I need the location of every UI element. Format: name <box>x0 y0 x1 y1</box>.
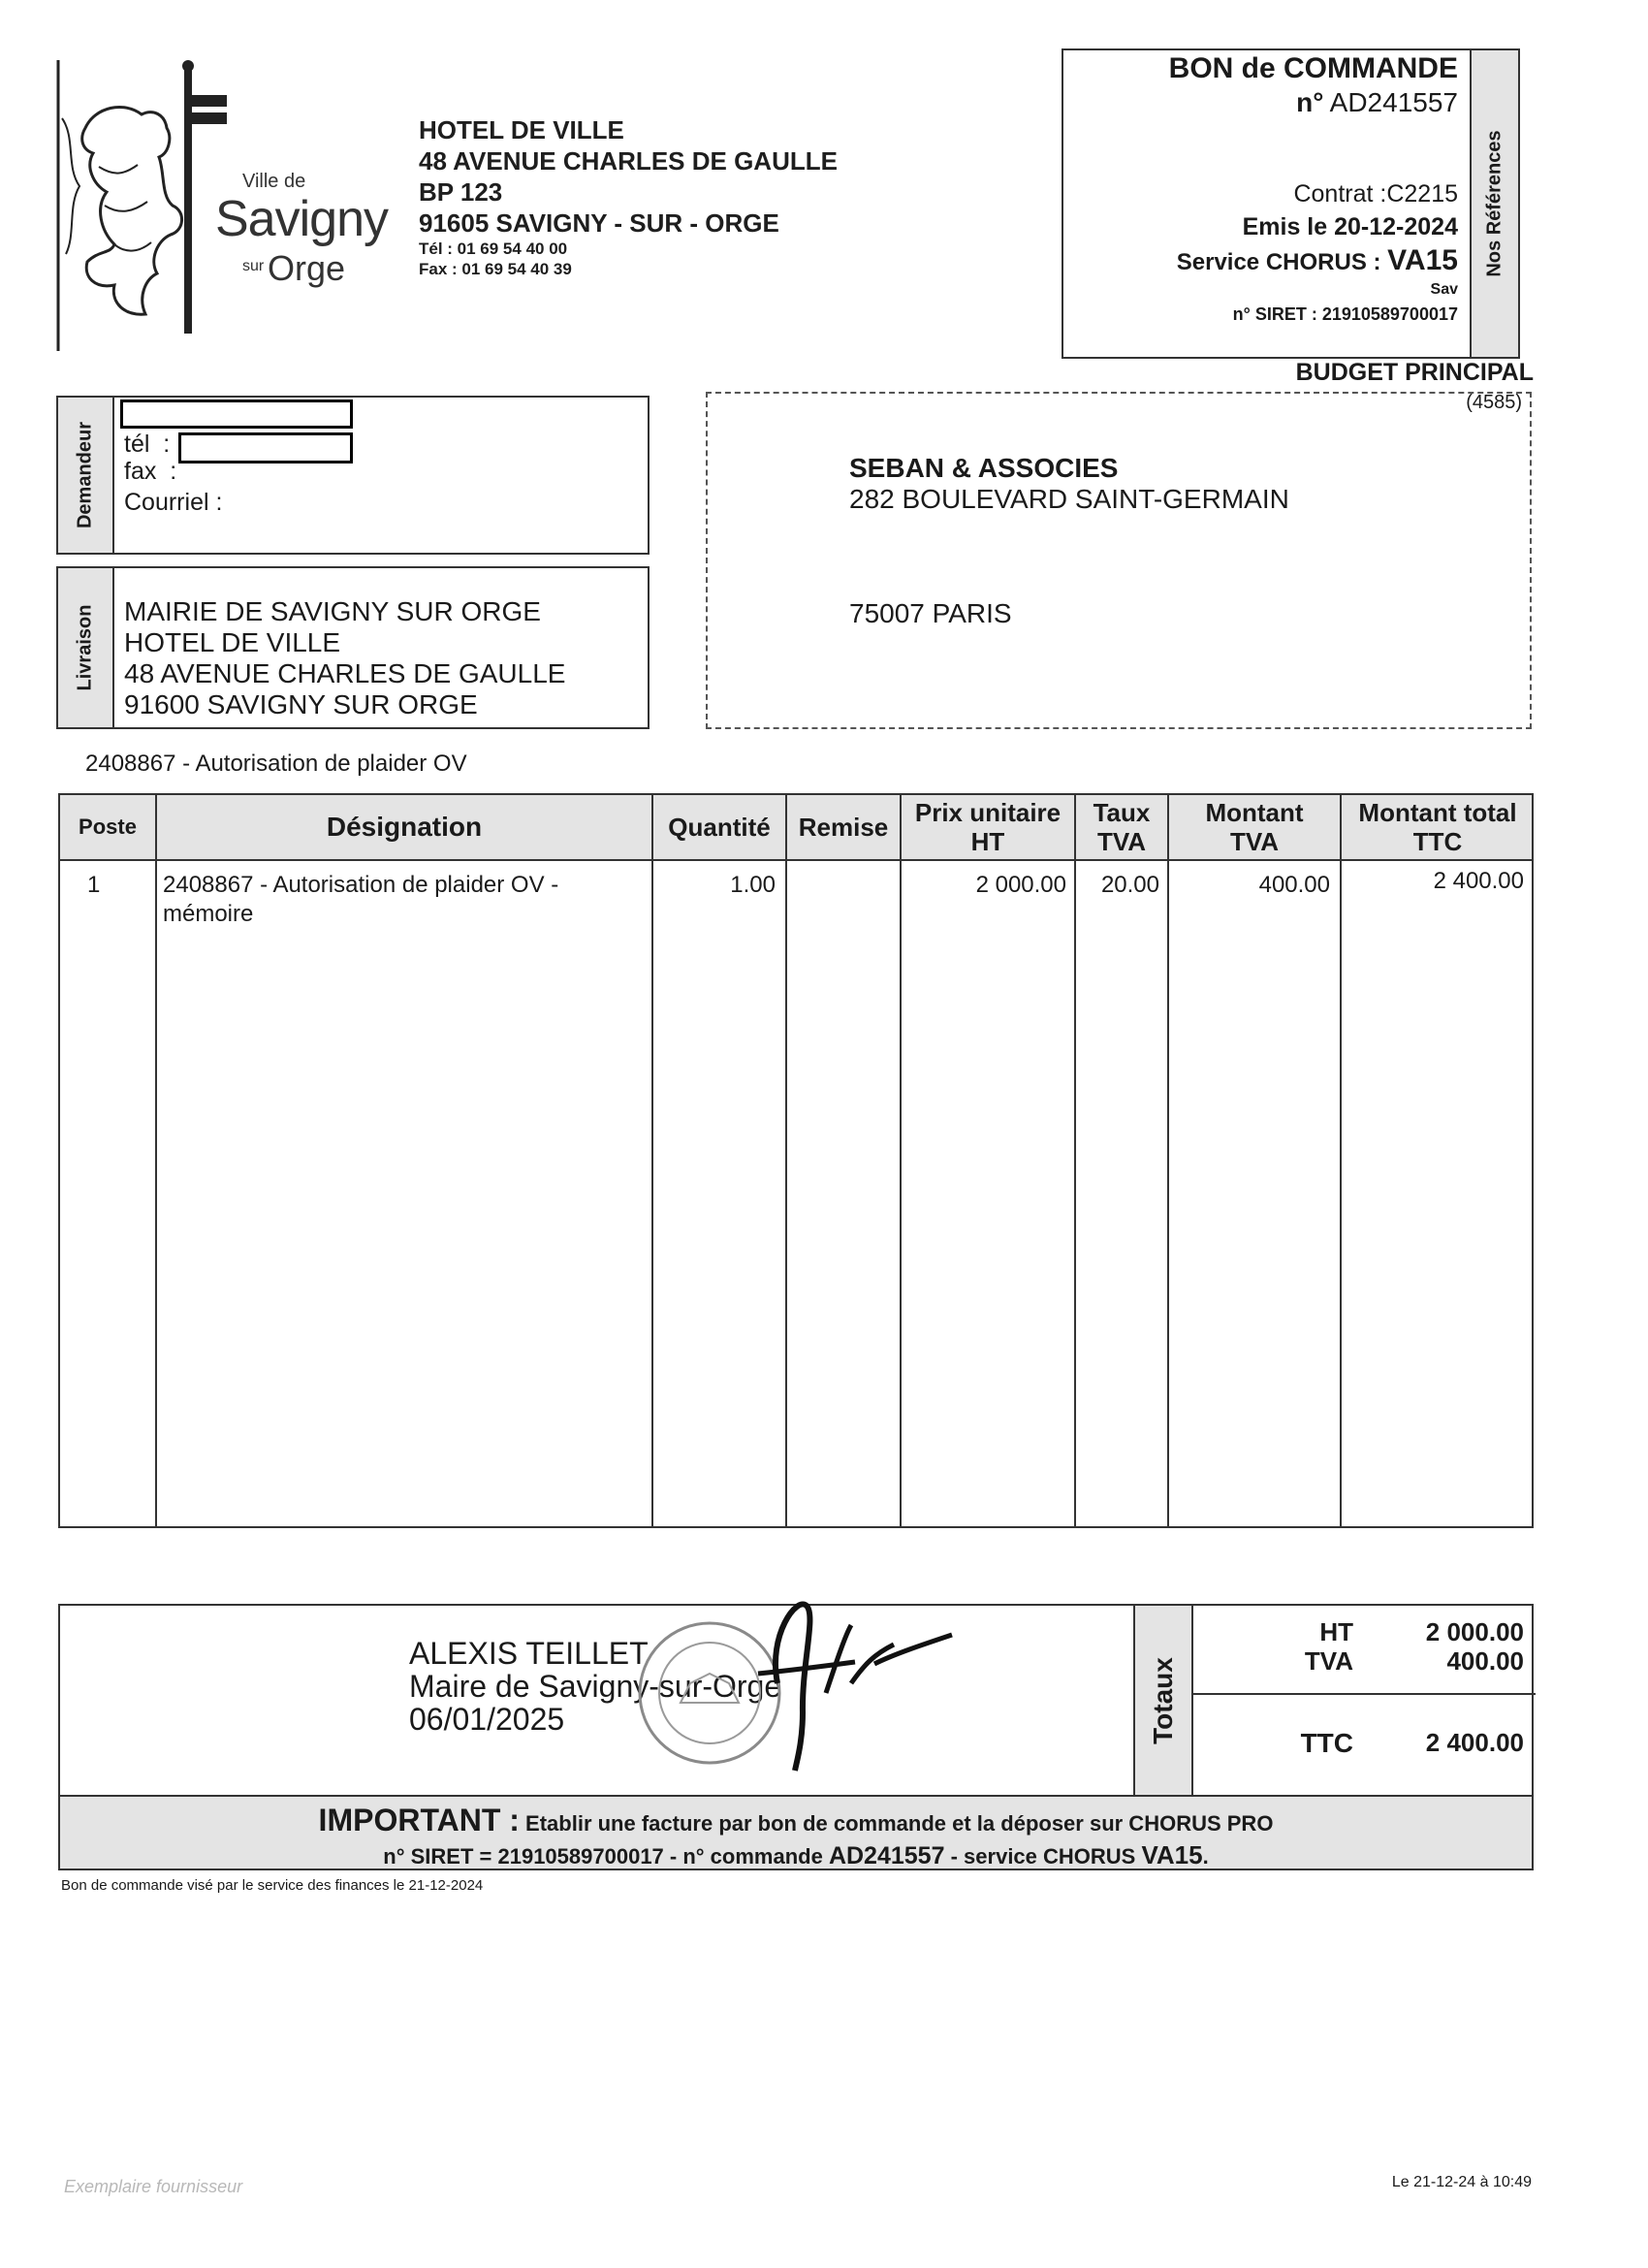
important-line-1 <box>60 1803 1532 1838</box>
signature-stamp-icon <box>632 1577 1000 1790</box>
delivery-tab <box>58 568 114 727</box>
logo-sur: sur <box>242 258 265 274</box>
col-total-line1: Montant total <box>1358 798 1517 827</box>
order-title: BON de COMMANDE <box>1168 52 1458 84</box>
row-poste: 1 <box>87 872 101 898</box>
totals-values-top <box>1359 1617 1524 1676</box>
requester-fax-label: fax <box>124 458 157 485</box>
chorus-service-code: VA15 <box>1387 244 1458 276</box>
signatory-title: Maire de Savigny-sur-Orge <box>409 1669 782 1704</box>
requester-tab <box>58 398 114 553</box>
issuer-address <box>419 114 838 279</box>
col-taux-tva <box>1076 795 1167 859</box>
col-montant-ttc <box>1342 795 1534 859</box>
row-montant-tva: 400.00 <box>1258 872 1330 898</box>
requester-email: Courriel : <box>124 489 223 516</box>
delivery-label: Livraison <box>74 604 96 691</box>
order-object: 2408867 - Autorisation de plaider OV <box>85 751 467 777</box>
ttc-value: 2 400.00 <box>1425 1728 1524 1757</box>
supplier-street: 282 BOULEVARD SAINT-GERMAIN <box>849 484 1289 514</box>
delivery-line-1: MAIRIE DE SAVIGNY SUR ORGE <box>124 596 541 626</box>
issuer-name: HOTEL DE VILLE <box>419 115 624 144</box>
line-items-table <box>58 793 1534 1528</box>
col-quantite: Quantité <box>668 813 771 842</box>
col-taux-line1: Taux <box>1093 798 1151 827</box>
order-contract: Contrat :C2215 <box>1293 180 1458 208</box>
col-remise: Remise <box>798 813 889 842</box>
supplier-name: SEBAN & ASSOCIES <box>849 453 1119 483</box>
important-label: IMPORTANT : <box>318 1803 520 1837</box>
chorus-service-label: Service CHORUS : <box>1176 249 1381 275</box>
ht-value: 2 000.00 <box>1425 1617 1524 1646</box>
requester-box <box>56 396 650 555</box>
row-montant-ttc: 2 400.00 <box>1433 868 1524 894</box>
tva-value: 400.00 <box>1446 1646 1524 1676</box>
budget-label: BUDGET PRINCIPAL <box>1295 359 1534 386</box>
row-designation-line1: 2408867 - Autorisation de plaider OV - <box>163 872 559 898</box>
requester-tel: tél : <box>124 431 171 458</box>
supplier-copy-label: Exemplaire fournisseur <box>64 2177 243 2196</box>
row-prix-unitaire: 2 000.00 <box>975 872 1066 898</box>
finance-visa-note: Bon de commande visé par le service des finances le 21-12-2024 <box>61 1877 484 1894</box>
order-issued-date: Emis le 20-12-2024 <box>1242 213 1458 240</box>
col-prix-line1: Prix unitaire <box>914 798 1062 827</box>
totals-label: Totaux <box>1148 1656 1178 1744</box>
col-poste: Poste <box>79 815 137 839</box>
col-prix-unitaire <box>902 795 1074 859</box>
supplier-city: 75007 PARIS <box>849 598 1012 628</box>
important-service-code: VA15 <box>1141 1840 1203 1869</box>
row-designation-line2: mémoire <box>163 901 254 927</box>
delivery-line-3: 48 AVENUE CHARLES DE GAULLE <box>124 658 566 688</box>
row-quantite: 1.00 <box>730 872 776 898</box>
redacted-name <box>120 399 353 429</box>
order-number <box>1296 87 1458 118</box>
order-number-label: n° <box>1296 87 1324 117</box>
supplier-address-box <box>706 392 1532 729</box>
col-taux-line2: TVA <box>1096 827 1147 856</box>
signatory-name: ALEXIS TEILLET <box>409 1636 649 1671</box>
print-timestamp: Le 21-12-24 à 10:49 <box>1391 2174 1532 2190</box>
order-reference-box <box>1062 48 1520 359</box>
totals-tab <box>1133 1606 1193 1795</box>
signatory-date: 06/01/2025 <box>409 1702 565 1737</box>
delivery-line-2: HOTEL DE VILLE <box>124 627 341 657</box>
issuer-fax: Fax : 01 69 54 40 39 <box>419 260 572 278</box>
ht-label: HT <box>1319 1617 1353 1646</box>
issuer-street: 48 AVENUE CHARLES DE GAULLE <box>419 146 838 176</box>
important-siret: n° SIRET = 21910589700017 - n° commande <box>383 1844 823 1869</box>
row-designation <box>163 871 638 929</box>
issuer-bp: BP 123 <box>419 177 503 207</box>
col-total-line2: TTC <box>1412 827 1463 856</box>
tva-label: TVA <box>1304 1646 1353 1676</box>
logo-savigny: Savigny <box>215 191 388 247</box>
issuer-city: 91605 SAVIGNY - SUR - ORGE <box>419 208 779 238</box>
logo-orge: Orge <box>268 248 346 288</box>
important-notice <box>58 1795 1534 1870</box>
order-chorus-service <box>1177 244 1458 277</box>
col-prix-line2: HT <box>970 827 1005 856</box>
important-service-label: - service CHORUS <box>950 1844 1136 1869</box>
ttc-label: TTC <box>1300 1728 1353 1758</box>
col-montant-line2: TVA <box>1229 827 1280 856</box>
order-number-value: AD241557 <box>1329 87 1458 117</box>
logo-ville-de: Ville de <box>242 171 306 192</box>
signature-totals-box <box>58 1604 1534 1797</box>
budget-code: (4585) <box>1466 392 1522 413</box>
nos-references-tab <box>1470 50 1518 357</box>
order-sav: Sav <box>1430 281 1458 298</box>
issuer-tel: Tél : 01 69 54 40 00 <box>419 240 568 258</box>
redacted-tel <box>178 432 353 463</box>
col-designation: Désignation <box>326 812 483 842</box>
requester-tel-label: tél <box>124 431 150 458</box>
order-siret: n° SIRET : 21910589700017 <box>1232 304 1458 324</box>
important-period: . <box>1202 1844 1209 1869</box>
col-montant-tva <box>1169 795 1340 859</box>
delivery-box <box>56 566 650 729</box>
important-text-1: Etablir une facture par bon de commande et la déposer sur CHORUS PRO <box>525 1811 1274 1836</box>
requester-fax: fax : <box>124 458 177 485</box>
nos-references-label: Nos Références <box>1483 130 1505 277</box>
important-line-2 <box>60 1840 1532 1870</box>
requester-label: Demandeur <box>74 421 96 529</box>
col-montant-line1: Montant <box>1205 798 1304 827</box>
row-taux-tva: 20.00 <box>1100 872 1159 898</box>
delivery-line-4: 91600 SAVIGNY SUR ORGE <box>124 689 478 719</box>
important-order-no: AD241557 <box>828 1842 945 1869</box>
totals-labels-top <box>1272 1617 1353 1676</box>
